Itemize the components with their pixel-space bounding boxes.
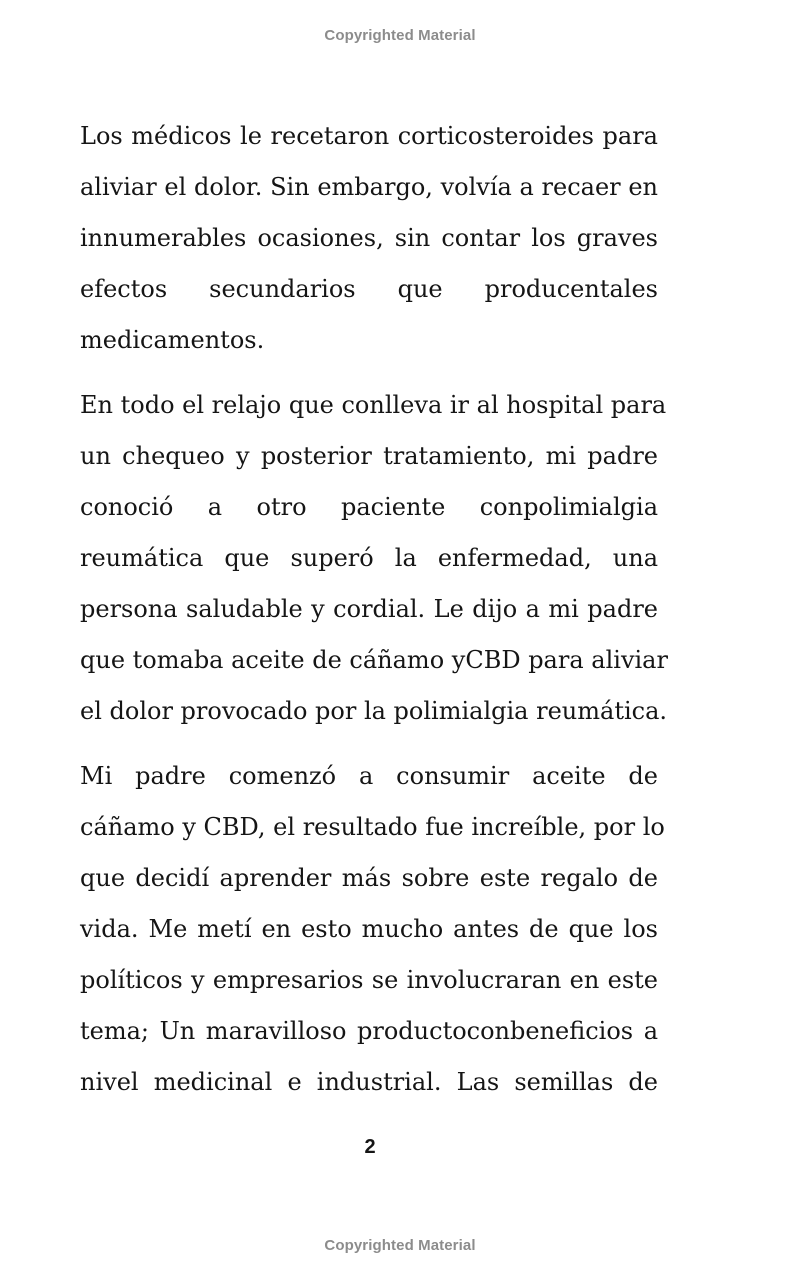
text-line: que decidí aprender más sobre este regalo de	[80, 864, 658, 892]
text-line: Los médicos le recetaron corticosteroides para	[80, 122, 658, 150]
text-line: reumática que superó la enfermedad, una	[80, 544, 658, 572]
page-number: 2	[364, 1136, 376, 1158]
copyright-watermark-top: Copyrighted Material	[324, 27, 476, 44]
text-line: medicamentos.	[80, 326, 265, 354]
page-body	[80, 111, 668, 1122]
text-line: innumerables ocasiones, sin contar los graves	[80, 224, 658, 252]
text-line: efectos secundarios que producentales	[80, 275, 658, 303]
text-line: vida. Me metí en esto mucho antes de que los	[80, 915, 658, 943]
text-line: políticos y empresarios se involucraran en este	[80, 966, 658, 994]
text-line: el dolor provocado por la polimialgia reumática.	[80, 697, 668, 725]
text-line: cáñamo y CBD, el resultado fue increíble, por lo	[80, 813, 665, 841]
text-line: que tomaba aceite de cáñamo yCBD para aliviar	[80, 646, 668, 674]
text-line: persona saludable y cordial. Le dijo a mi padre	[80, 595, 658, 623]
paragraph-3	[80, 751, 665, 1108]
text-line: tema; Un maravilloso productoconbeneficios a	[80, 1017, 658, 1045]
text-line: un chequeo y posterior tratamiento, mi padre	[80, 442, 658, 470]
text-line: aliviar el dolor. Sin embargo, volvía a recaer en	[80, 173, 658, 201]
text-line: conoció a otro paciente conpolimialgia	[80, 493, 658, 521]
text-line: En todo el relajo que conlleva ir al hospital para	[80, 391, 667, 419]
paragraph-1	[80, 111, 658, 366]
copyright-watermark-bottom: Copyrighted Material	[324, 1237, 476, 1254]
text-line: nivel medicinal e industrial. Las semillas de	[80, 1068, 658, 1096]
text-line: Mi padre comenzó a consumir aceite de	[80, 762, 658, 790]
paragraph-2	[80, 380, 668, 737]
